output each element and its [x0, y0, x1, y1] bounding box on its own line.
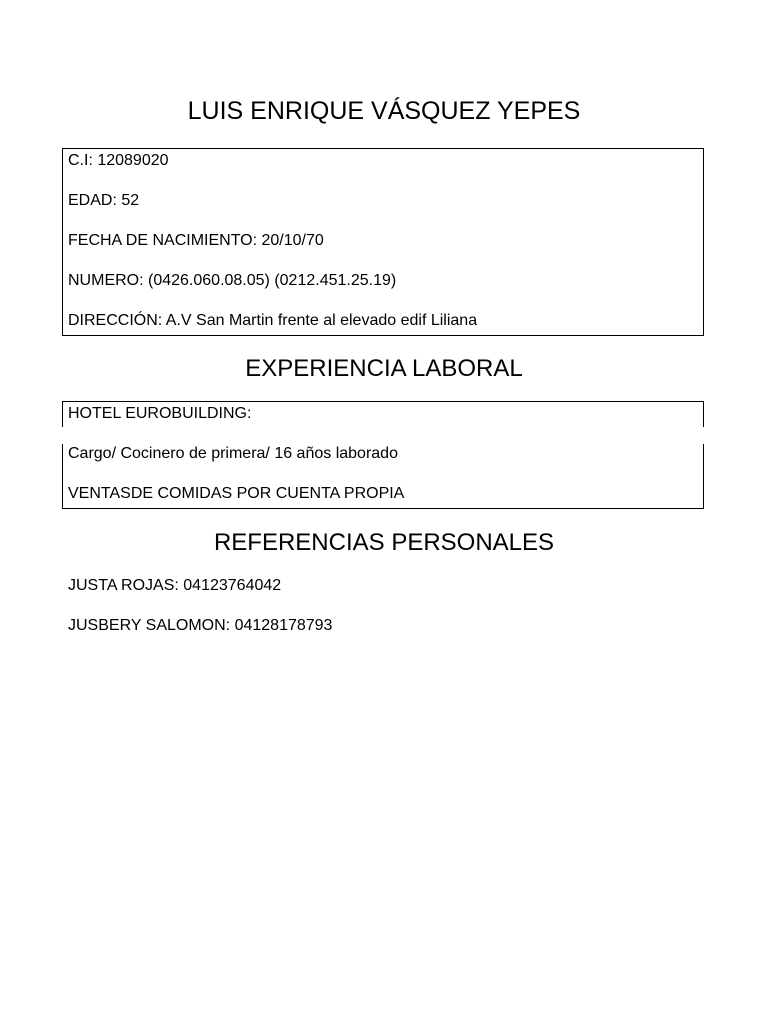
references-heading: REFERENCIAS PERSONALES: [213, 529, 555, 556]
document-title: LUIS ENRIQUE VÁSQUEZ YEPES: [187, 97, 581, 125]
reference-item: JUSTA ROJAS: 04123764042: [68, 577, 282, 594]
reference-item: JUSBERY SALOMON: 04128178793: [68, 617, 333, 634]
age-line: EDAD: 52: [68, 192, 140, 209]
other-work-line: VENTASDE COMIDAS POR CUENTA PROPIA: [68, 485, 405, 502]
birthdate-line: FECHA DE NACIMIENTO: 20/10/70: [68, 232, 324, 249]
role-line: Cargo/ Cocinero de primera/ 16 años laborado: [68, 445, 398, 462]
phone-line: NUMERO: (0426.060.08.05) (0212.451.25.19): [68, 272, 397, 289]
experience-heading: EXPERIENCIA LABORAL: [245, 355, 523, 382]
address-line: DIRECCIÓN: A.V San Martin frente al elevado edif Liliana: [68, 312, 478, 329]
ci-line: C.I: 12089020: [68, 152, 169, 169]
employer-line: HOTEL EUROBUILDING:: [68, 405, 252, 422]
